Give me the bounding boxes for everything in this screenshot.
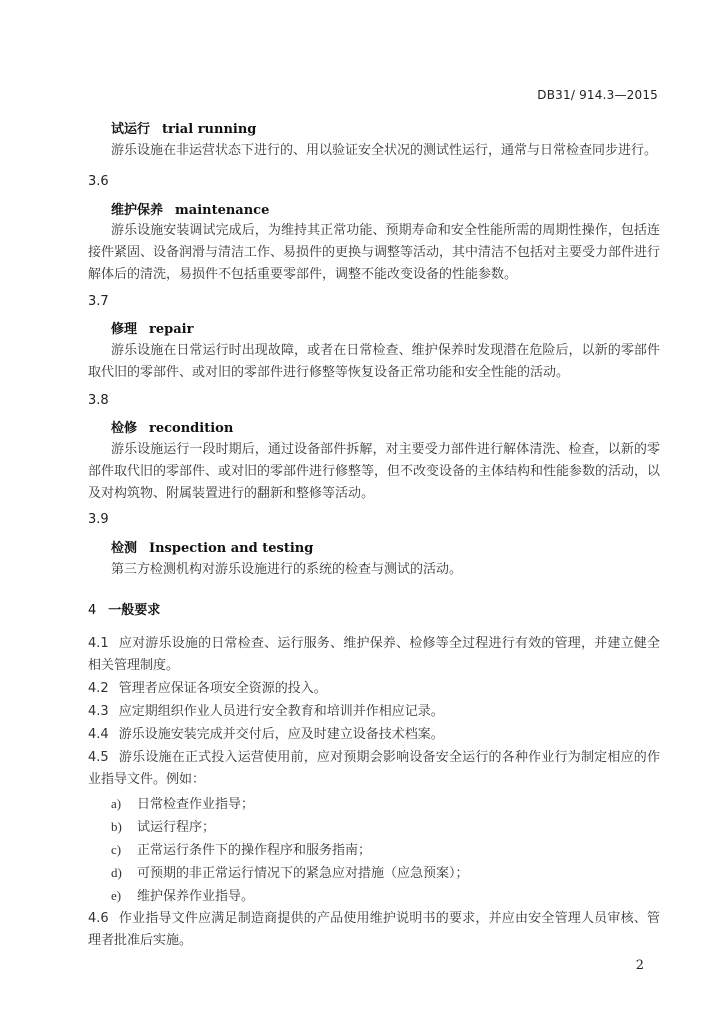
section-number: 4 <box>88 603 97 618</box>
clause-text: 应定期组织作业人员进行安全教育和培训并作相应记录。 <box>118 704 444 719</box>
clause-number: 4.2 <box>88 681 109 696</box>
list-marker: a) <box>111 796 122 811</box>
section-title: 一般要求 <box>108 603 161 618</box>
list-item <box>111 862 660 885</box>
clause-text: 应对游乐设施的日常检查、运行服务、维护保养、检修等全过程进行有效的管理，并建立健全相关管理制度。 <box>88 636 660 673</box>
page-number: 2 <box>635 958 644 973</box>
term-inspection-testing <box>111 537 660 556</box>
list-marker: d) <box>111 865 122 880</box>
clause-number: 4.5 <box>88 750 109 765</box>
clause-text: 管理者应保证各项安全资源的投入。 <box>118 681 327 696</box>
clause-4-1 <box>88 633 660 677</box>
term-maintenance <box>111 199 660 218</box>
list-item <box>111 885 660 908</box>
term-recondition <box>111 417 660 436</box>
term-number-3-9: 3.9 <box>88 512 109 527</box>
list-text: 正常运行条件下的操作程序和服务指南； <box>137 843 372 858</box>
definition-inspection-testing: 第三方检测机构对游乐设施进行的系统的检查与测试的活动。 <box>111 562 463 577</box>
clause-4-6 <box>88 908 660 952</box>
list-item <box>111 839 660 862</box>
term-repair <box>111 318 660 337</box>
definition-repair: 游乐设施在日常运行时出现故障，或者在日常检查、维护保养时发现潜在危险后，以新的零部件取代旧的零部件、或对旧的零部件进行修整等恢复设备正常功能和安全性能的活动。 <box>88 343 660 380</box>
list-marker: c) <box>111 842 122 857</box>
term-cn: 检测 <box>111 541 138 556</box>
term-cn: 检修 <box>111 421 138 436</box>
list-text: 日常检查作业指导； <box>137 797 255 812</box>
clause-number: 4.3 <box>88 704 109 719</box>
definition-trial-running: 游乐设施在非运营状态下进行的、用以验证安全状况的测试性运行，通常与日常检查同步进行。 <box>111 143 658 158</box>
list-text: 维护保养作业指导。 <box>137 889 255 904</box>
term-cn: 修理 <box>111 322 138 337</box>
clause-number: 4.4 <box>88 727 109 742</box>
clause-text: 游乐设施安装完成并交付后，应及时建立设备技术档案。 <box>118 727 444 742</box>
term-number-3-8: 3.8 <box>88 393 109 408</box>
term-number-3-6: 3.6 <box>88 174 109 189</box>
clause-4-3 <box>88 701 660 723</box>
term-number-3-7: 3.7 <box>88 294 109 309</box>
clause-number: 4.1 <box>88 636 109 651</box>
section-heading <box>88 599 660 618</box>
definition-maintenance: 游乐设施安装调试完成后，为维持其正常功能、预期寿命和安全性能所需的周期性操作，包括连接件紧固、设备润滑与清洁工作、易损件的更换与调整等活动，其中清洁不包括对主要受力部件进行解体后的清洗，易损件不包括重要零部件，调整不能改变设备的性能参数。 <box>88 223 661 282</box>
list-marker: e) <box>111 888 122 903</box>
term-trial-running <box>111 118 660 137</box>
list-text: 可预期的非正常运行情况下的紧急应对措施（应急预案）； <box>137 866 469 881</box>
list-item <box>111 816 660 839</box>
term-cn: 维护保养 <box>111 203 164 218</box>
list-marker: b) <box>111 819 122 834</box>
term-en: trial running <box>162 122 257 137</box>
term-en: recondition <box>149 421 234 436</box>
clause-4-5 <box>88 747 660 791</box>
clause-number: 4.6 <box>88 911 109 926</box>
term-en: Inspection and testing <box>149 541 314 556</box>
clause-text: 游乐设施在正式投入运营使用前，应对预期会影响设备安全运行的各种作业行为制定相应的作业指导文件。例如： <box>88 750 660 787</box>
document-code: DB31/ 914.3—2015 <box>537 88 658 102</box>
term-en: repair <box>149 322 194 337</box>
list-item <box>111 793 660 816</box>
clause-4-2 <box>88 678 660 700</box>
term-cn: 试运行 <box>111 122 151 137</box>
definition-recondition: 游乐设施运行一段时期后，通过设备部件拆解，对主要受力部件进行解体清洗、检查，以新的零部件取代旧的零部件、或对旧的零部件进行修整等，但不改变设备的主体结构和性能参数的活动，以及对构筑物、附属装置进行的翻新和整修等活动。 <box>88 442 661 501</box>
term-en: maintenance <box>175 203 270 218</box>
clause-4-4 <box>88 724 660 746</box>
clause-text: 作业指导文件应满足制造商提供的产品使用维护说明书的要求，并应由安全管理人员审核、管理者批准后实施。 <box>88 911 660 948</box>
list-text: 试运行程序； <box>137 820 216 835</box>
